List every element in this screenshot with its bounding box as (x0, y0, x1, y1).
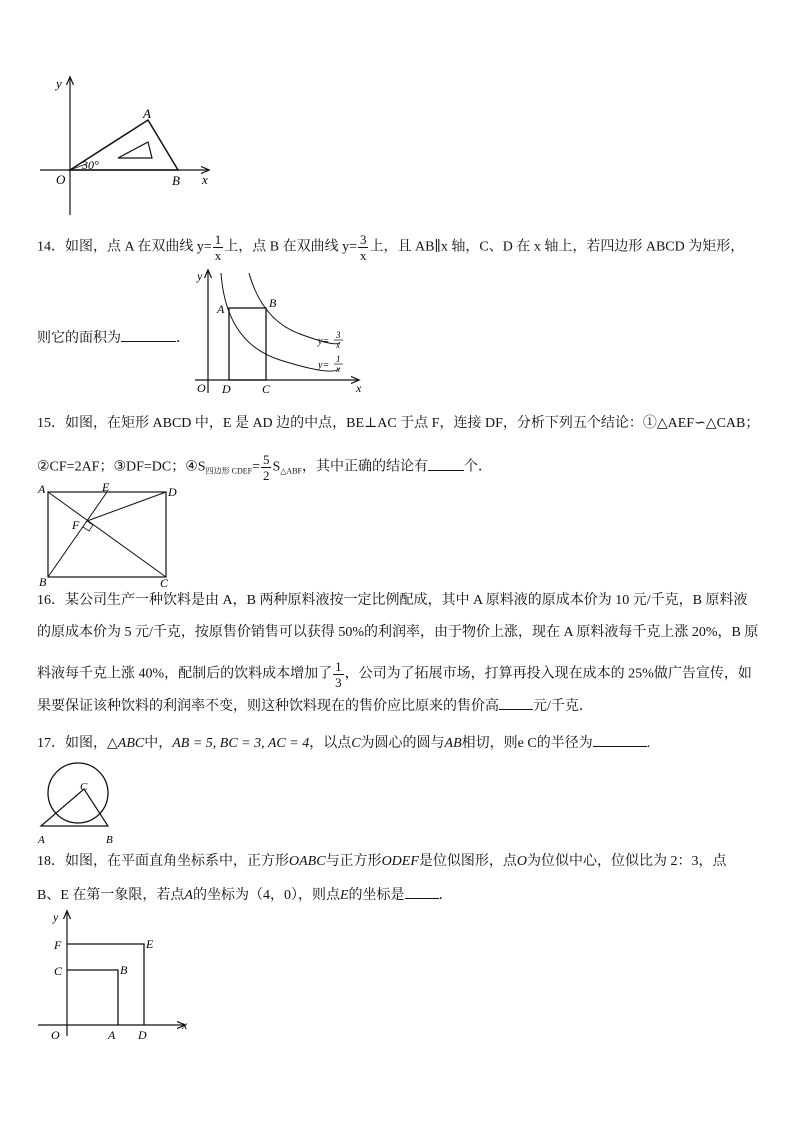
q16-line3 (37, 659, 752, 690)
subscript: △ABF (280, 466, 302, 476)
q15-text: ②CF=2AF；③DF=DC；④S (37, 459, 206, 475)
question-number: 16． (37, 593, 65, 608)
q18-figure (36, 908, 196, 1044)
q16-line2 (37, 623, 758, 643)
q17-text: 为圆心的圆与 (360, 736, 445, 751)
answer-blank[interactable] (593, 732, 647, 747)
frac-num: 1 (214, 232, 222, 247)
q16-text: 的原成本价为 5 元/千克，按原售价销售可以获得 50%的利润率，由于物价上涨，现在 A 原料液每千克上涨 20%，B 原 (37, 625, 759, 640)
q14-text: 则它的面积为 (37, 331, 121, 346)
answer-blank[interactable] (121, 327, 176, 342)
q16-text: 某公司生产一种饮料是由 A，B 两种原料液按一定比例配成，其中 A 原料液的原成本价为 10 元/千克，B 原料液 (65, 593, 748, 608)
q17-text: 相切，则 (461, 736, 518, 751)
q18-math: A (184, 888, 193, 903)
question-number: 14． (37, 239, 65, 255)
point-b-label: B (106, 834, 113, 846)
angle-label: 30° (82, 158, 99, 172)
point-f-label: F (54, 938, 62, 952)
fraction-5-over-2 (261, 452, 272, 483)
point-f-label: F (72, 518, 80, 532)
frac-den: x (214, 248, 222, 263)
answer-blank[interactable] (405, 884, 439, 899)
q17-text: ，以点 (309, 736, 352, 751)
y-label: y (197, 269, 203, 283)
point-a-label: A (217, 302, 225, 316)
question-number: 18． (37, 854, 65, 869)
q16-line1 (37, 591, 748, 611)
fraction-3-over-x (358, 232, 369, 263)
frac-den: 3 (335, 675, 342, 690)
q17-text: . (646, 736, 651, 751)
point-c-label: C (160, 576, 169, 590)
point-a-label: A (108, 1028, 116, 1042)
q15-text: 个． (463, 459, 492, 475)
point-c-label: C (80, 781, 88, 793)
q18-text: 的坐标为（4，0），则点 (192, 888, 340, 903)
q16-text: 果要保证该种饮料的利润率不变，则这种饮料现在的售价应比原来的售价高 (37, 699, 499, 714)
point-d-label: D (222, 382, 231, 396)
q15-text: = (252, 459, 260, 475)
q18-line2 (37, 884, 453, 906)
q18-text: B、E 在第一象限，若点 (37, 888, 185, 903)
q18-math: E (339, 888, 349, 903)
q16-text: 元/千克． (533, 699, 593, 714)
curve-1-den: x (336, 364, 340, 374)
q14-line1 (37, 232, 744, 263)
frac-den: x (359, 248, 367, 263)
q17-math: C (351, 736, 361, 751)
curve-1-num: 1 (336, 354, 341, 364)
circle-c (48, 763, 108, 823)
q15-line1 (37, 414, 759, 434)
q17-math: △ABC (107, 736, 145, 751)
q17-text: 中， (144, 736, 173, 751)
frac-num: 5 (262, 452, 270, 467)
fraction-1-over-3 (333, 659, 344, 690)
q14-text: 如图，点 A 在双曲线 y= (65, 239, 212, 255)
square-odef (67, 944, 144, 1025)
curve-3-den: x (336, 340, 340, 350)
q15-figure (36, 482, 186, 588)
q17-text: 的半径为 (536, 736, 593, 751)
point-a-label: A (38, 482, 46, 496)
segment-be (48, 492, 107, 577)
segment-df (87, 492, 166, 521)
point-d-label: D (168, 485, 177, 499)
frac-num: 3 (359, 232, 367, 247)
x-label: x (356, 381, 362, 395)
q14-figure (190, 268, 370, 398)
inner-triangle (118, 142, 152, 158)
right-angle-mark (83, 521, 93, 531)
q18-text: ． (438, 888, 453, 903)
q17-math: AB (444, 736, 462, 751)
point-b-label: B (120, 963, 128, 977)
point-b-label: B (172, 173, 180, 188)
q18-text: 是位似图形，点 (418, 854, 517, 869)
point-e-label: E (146, 937, 154, 951)
fraction-1-over-x (213, 232, 224, 263)
q14-text: 上，且 AB∥x 轴，C、D 在 x 轴上，若四边形 ABCD 为矩形， (369, 239, 745, 255)
q15-text: S (272, 459, 281, 475)
point-e-label: E (102, 480, 110, 494)
q15-text: ，其中正确的结论有 (301, 459, 428, 475)
curve-3-num: 3 (336, 330, 341, 340)
q18-math: ODEF (381, 854, 419, 869)
q18-text: 的坐标是 (348, 888, 405, 903)
q17-line1 (37, 732, 650, 754)
frac-num: 1 (335, 659, 342, 674)
q14-text: ． (176, 331, 190, 346)
q16-line4 (37, 695, 593, 717)
q18-math: O (516, 854, 528, 869)
origin-label: O (51, 1028, 60, 1042)
diagonal-ac (48, 492, 166, 577)
point-a-label: A (143, 106, 151, 121)
x-label: x (202, 172, 208, 187)
subscript: 四边形 CDEF (205, 466, 253, 476)
curve-1-label: y= (318, 360, 330, 371)
q17-math: AB = 5, BC = 3, AC = 4 (172, 736, 310, 751)
point-c-label: C (54, 964, 63, 978)
point-c-label: C (262, 382, 271, 396)
q15-text: 如图，在矩形 ABCD 中，E 是 AD 边的中点，BE⊥AC 于点 F，连接 DF，分析下列五个结论：①△AEF∽△CAB； (65, 416, 760, 431)
square-oabc (67, 970, 118, 1025)
curve-3-label: y= (318, 336, 330, 347)
point-d-label: D (138, 1028, 147, 1042)
answer-blank[interactable] (499, 695, 533, 710)
origin-label: O (56, 172, 66, 187)
q18-line1 (37, 852, 727, 872)
y-label: y (53, 910, 59, 924)
point-b-label: B (39, 575, 47, 589)
question-number: 15． (37, 416, 65, 431)
x-label: x (182, 1018, 188, 1032)
rectangle-abcd (229, 308, 266, 380)
point-b-label: B (269, 296, 277, 310)
q18-text: 为位似中心，位似比为 2：3，点 (527, 854, 727, 869)
q13-figure (30, 72, 220, 222)
question-number: 17． (37, 736, 65, 751)
q17-figure (36, 760, 126, 846)
q14-line2 (37, 327, 190, 349)
q16-text: ，公司为了拓展市场，打算再投入现在成本的 25%做广告宣传，如 (344, 666, 752, 682)
q15-line2 (37, 452, 492, 483)
curve-y-1-over-x (221, 273, 340, 371)
frac-den: 2 (262, 468, 270, 483)
origin-label: O (197, 381, 206, 395)
y-label: y (56, 76, 62, 91)
point-a-label: A (38, 834, 45, 846)
q18-math: OABC (289, 854, 326, 869)
q18-text: 如图，在平面直角坐标系中，正方形 (65, 854, 289, 869)
q17-text: 如图， (65, 736, 107, 751)
q17-math: e C (517, 736, 537, 751)
answer-blank[interactable] (428, 456, 464, 471)
q16-text: 料液每千克上涨 40%，配制后的饮料成本增加了 (37, 666, 333, 682)
q18-text: 与正方形 (325, 854, 382, 869)
q14-text: 上，点 B 在双曲线 y= (224, 239, 357, 255)
